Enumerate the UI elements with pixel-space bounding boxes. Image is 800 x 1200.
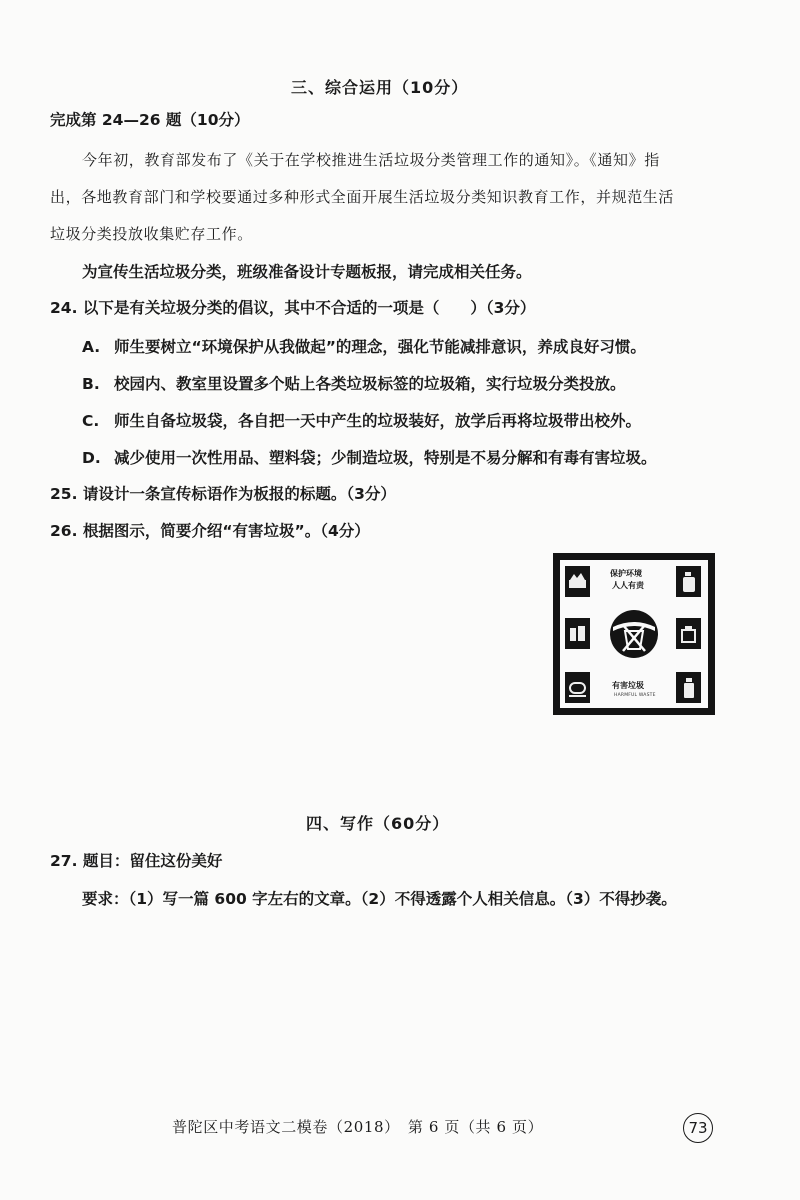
footer-text: 普陀区中考语文二模卷（2018） 第 6 页（共 6 页） — [172, 1118, 544, 1136]
q26-text: 26. 根据图示，简要介绍“有害垃圾”。（4分） — [50, 522, 370, 540]
poster-panel — [560, 560, 708, 708]
q24-option-b-letter: B. — [82, 375, 100, 393]
section4-heading: 四、写作（60分） — [306, 814, 450, 833]
battery-icon — [565, 618, 590, 649]
passage-line-3: 垃圾分类投放收集贮存工作。 — [50, 225, 253, 243]
passage-line-2: 出，各地教育部门和学校要通过多种形式全面开展生活垃圾分类知识教育工作，并规范生活 — [50, 188, 675, 206]
q24-option-b-text: 校园内、教室里设置多个贴上各类垃圾标签的垃圾箱，实行垃圾分类投放。 — [114, 375, 626, 393]
q24-stem: 24. 以下是有关垃圾分类的倡议，其中不合适的一项是（ ）（3分） — [50, 299, 536, 317]
q27-requirements: 要求：（1）写一篇 600 字左右的文章。（2）不得透露个人相关信息。（3）不得抄袭。 — [82, 890, 677, 908]
no-discard-symbol — [609, 609, 659, 659]
thermometer-icon — [565, 672, 590, 703]
medicine-bottle-icon — [676, 672, 701, 703]
chemical-container-icon — [676, 618, 701, 649]
page-number-badge: 73 — [683, 1113, 713, 1143]
passage-line-1: 今年初，教育部发布了《关于在学校推进生活垃圾分类管理工作的通知》。《通知》指 — [82, 151, 660, 169]
poster-slogan-line1: 保护环境 — [610, 569, 642, 578]
light-tube-icon — [565, 566, 590, 597]
spray-can-icon — [676, 566, 701, 597]
poster-label-en: HARMFUL WASTE — [614, 693, 656, 698]
section3-intro: 完成第 24—26 题（10分） — [50, 111, 250, 129]
task-text: 为宣传生活垃圾分类，班级准备设计专题板报，请完成相关任务。 — [82, 263, 532, 281]
q24-option-d-letter: D. — [82, 449, 101, 467]
q27-title: 27. 题目：留住这份美好 — [50, 852, 223, 870]
q24-option-a-letter: A. — [82, 338, 101, 356]
hazardous-waste-poster — [553, 553, 715, 715]
q25-text: 25. 请设计一条宣传标语作为板报的标题。（3分） — [50, 485, 396, 503]
q24-option-c-letter: C. — [82, 412, 100, 430]
poster-slogan-line2: 人人有责 — [612, 581, 644, 590]
poster-label: 有害垃圾 — [612, 681, 644, 690]
section3-heading: 三、综合运用（10分） — [291, 78, 469, 97]
q24-option-d-text: 减少使用一次性用品、塑料袋；少制造垃圾，特别是不易分解和有毒有害垃圾。 — [114, 449, 657, 467]
q24-option-c-text: 师生自备垃圾袋，各自把一天中产生的垃圾装好，放学后再将垃圾带出校外。 — [114, 412, 642, 430]
q24-option-a-text: 师生要树立“环境保护从我做起”的理念，强化节能减排意识，养成良好习惯。 — [114, 338, 646, 356]
